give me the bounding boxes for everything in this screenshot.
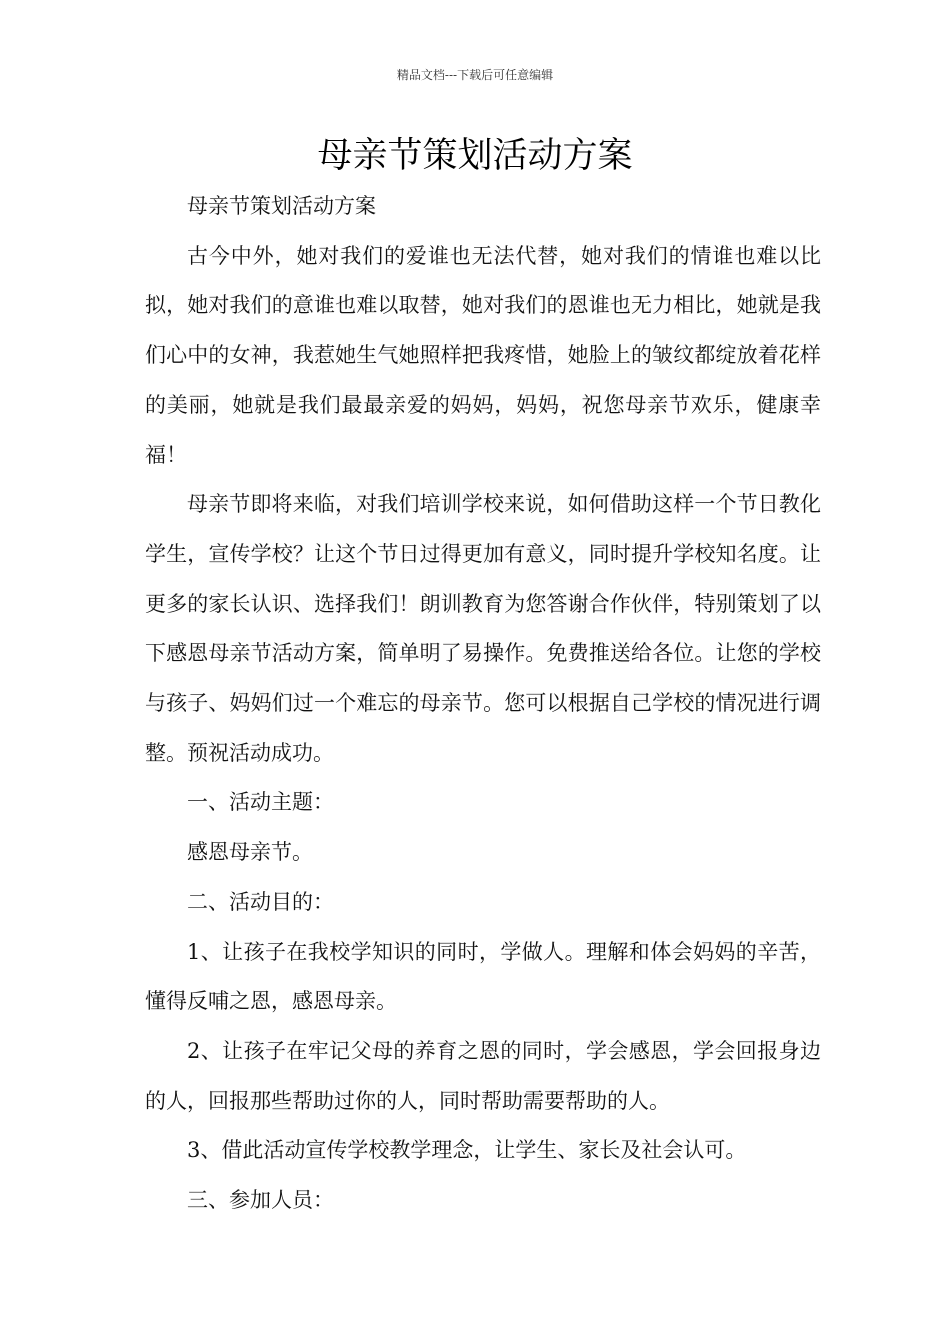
purpose-item-3: 3、借此活动宣传学校教学理念，让学生、家长及社会认可。 <box>187 1138 747 1163</box>
document-body <box>145 182 821 1226</box>
section-heading-participants: 三、参加人员： <box>187 1188 334 1213</box>
section-heading-purpose: 二、活动目的： <box>187 889 334 914</box>
paragraph-subtitle: 母亲节策划活动方案 <box>187 194 376 218</box>
header-note: 精品文档---下载后可任意编辑 <box>396 68 554 82</box>
purpose-item-2: 2、让孩子在牢记父母的养育之恩的同时，学会感恩，学会回报身边的人，回报那些帮助过你的人，同时帮助需要帮助的人。 <box>145 1038 821 1113</box>
section-heading-theme: 一、活动主题： <box>187 790 334 815</box>
paragraph-theme: 感恩母亲节。 <box>187 840 313 865</box>
paragraph-intro: 古今中外，她对我们的爱谁也无法代替，她对我们的情谁也难以比拟，她对我们的意谁也难以取替，她对我们的恩谁也无力相比，她就是我们心中的女神，我惹她生气她照样把我疼惜，她脸上的皱纹都绽放着花样的美丽，她就是我们最最亲爱的妈妈，妈妈，祝您母亲节欢乐，健康幸福！ <box>145 243 821 467</box>
document-title: 母亲节策划活动方案 <box>317 136 633 176</box>
purpose-item-1: 1、让孩子在我校学知识的同时，学做人。理解和体会妈妈的辛苦，懂得反哺之恩，感恩母亲。 <box>145 939 821 1014</box>
paragraph-background: 母亲节即将来临，对我们培训学校来说，如何借助这样一个节日教化学生，宣传学校？让这个节日过得更加有意义，同时提升学校知名度。让更多的家长认识、选择我们！朗训教育为您答谢合作伙伴，特别策划了以下感恩母亲节活动方案，简单明了易操作。免费推送给各位。让您的学校与孩子、妈妈们过一个难忘的母亲节。您可以根据自己学校的情况进行调整。预祝活动成功。 <box>145 492 821 765</box>
